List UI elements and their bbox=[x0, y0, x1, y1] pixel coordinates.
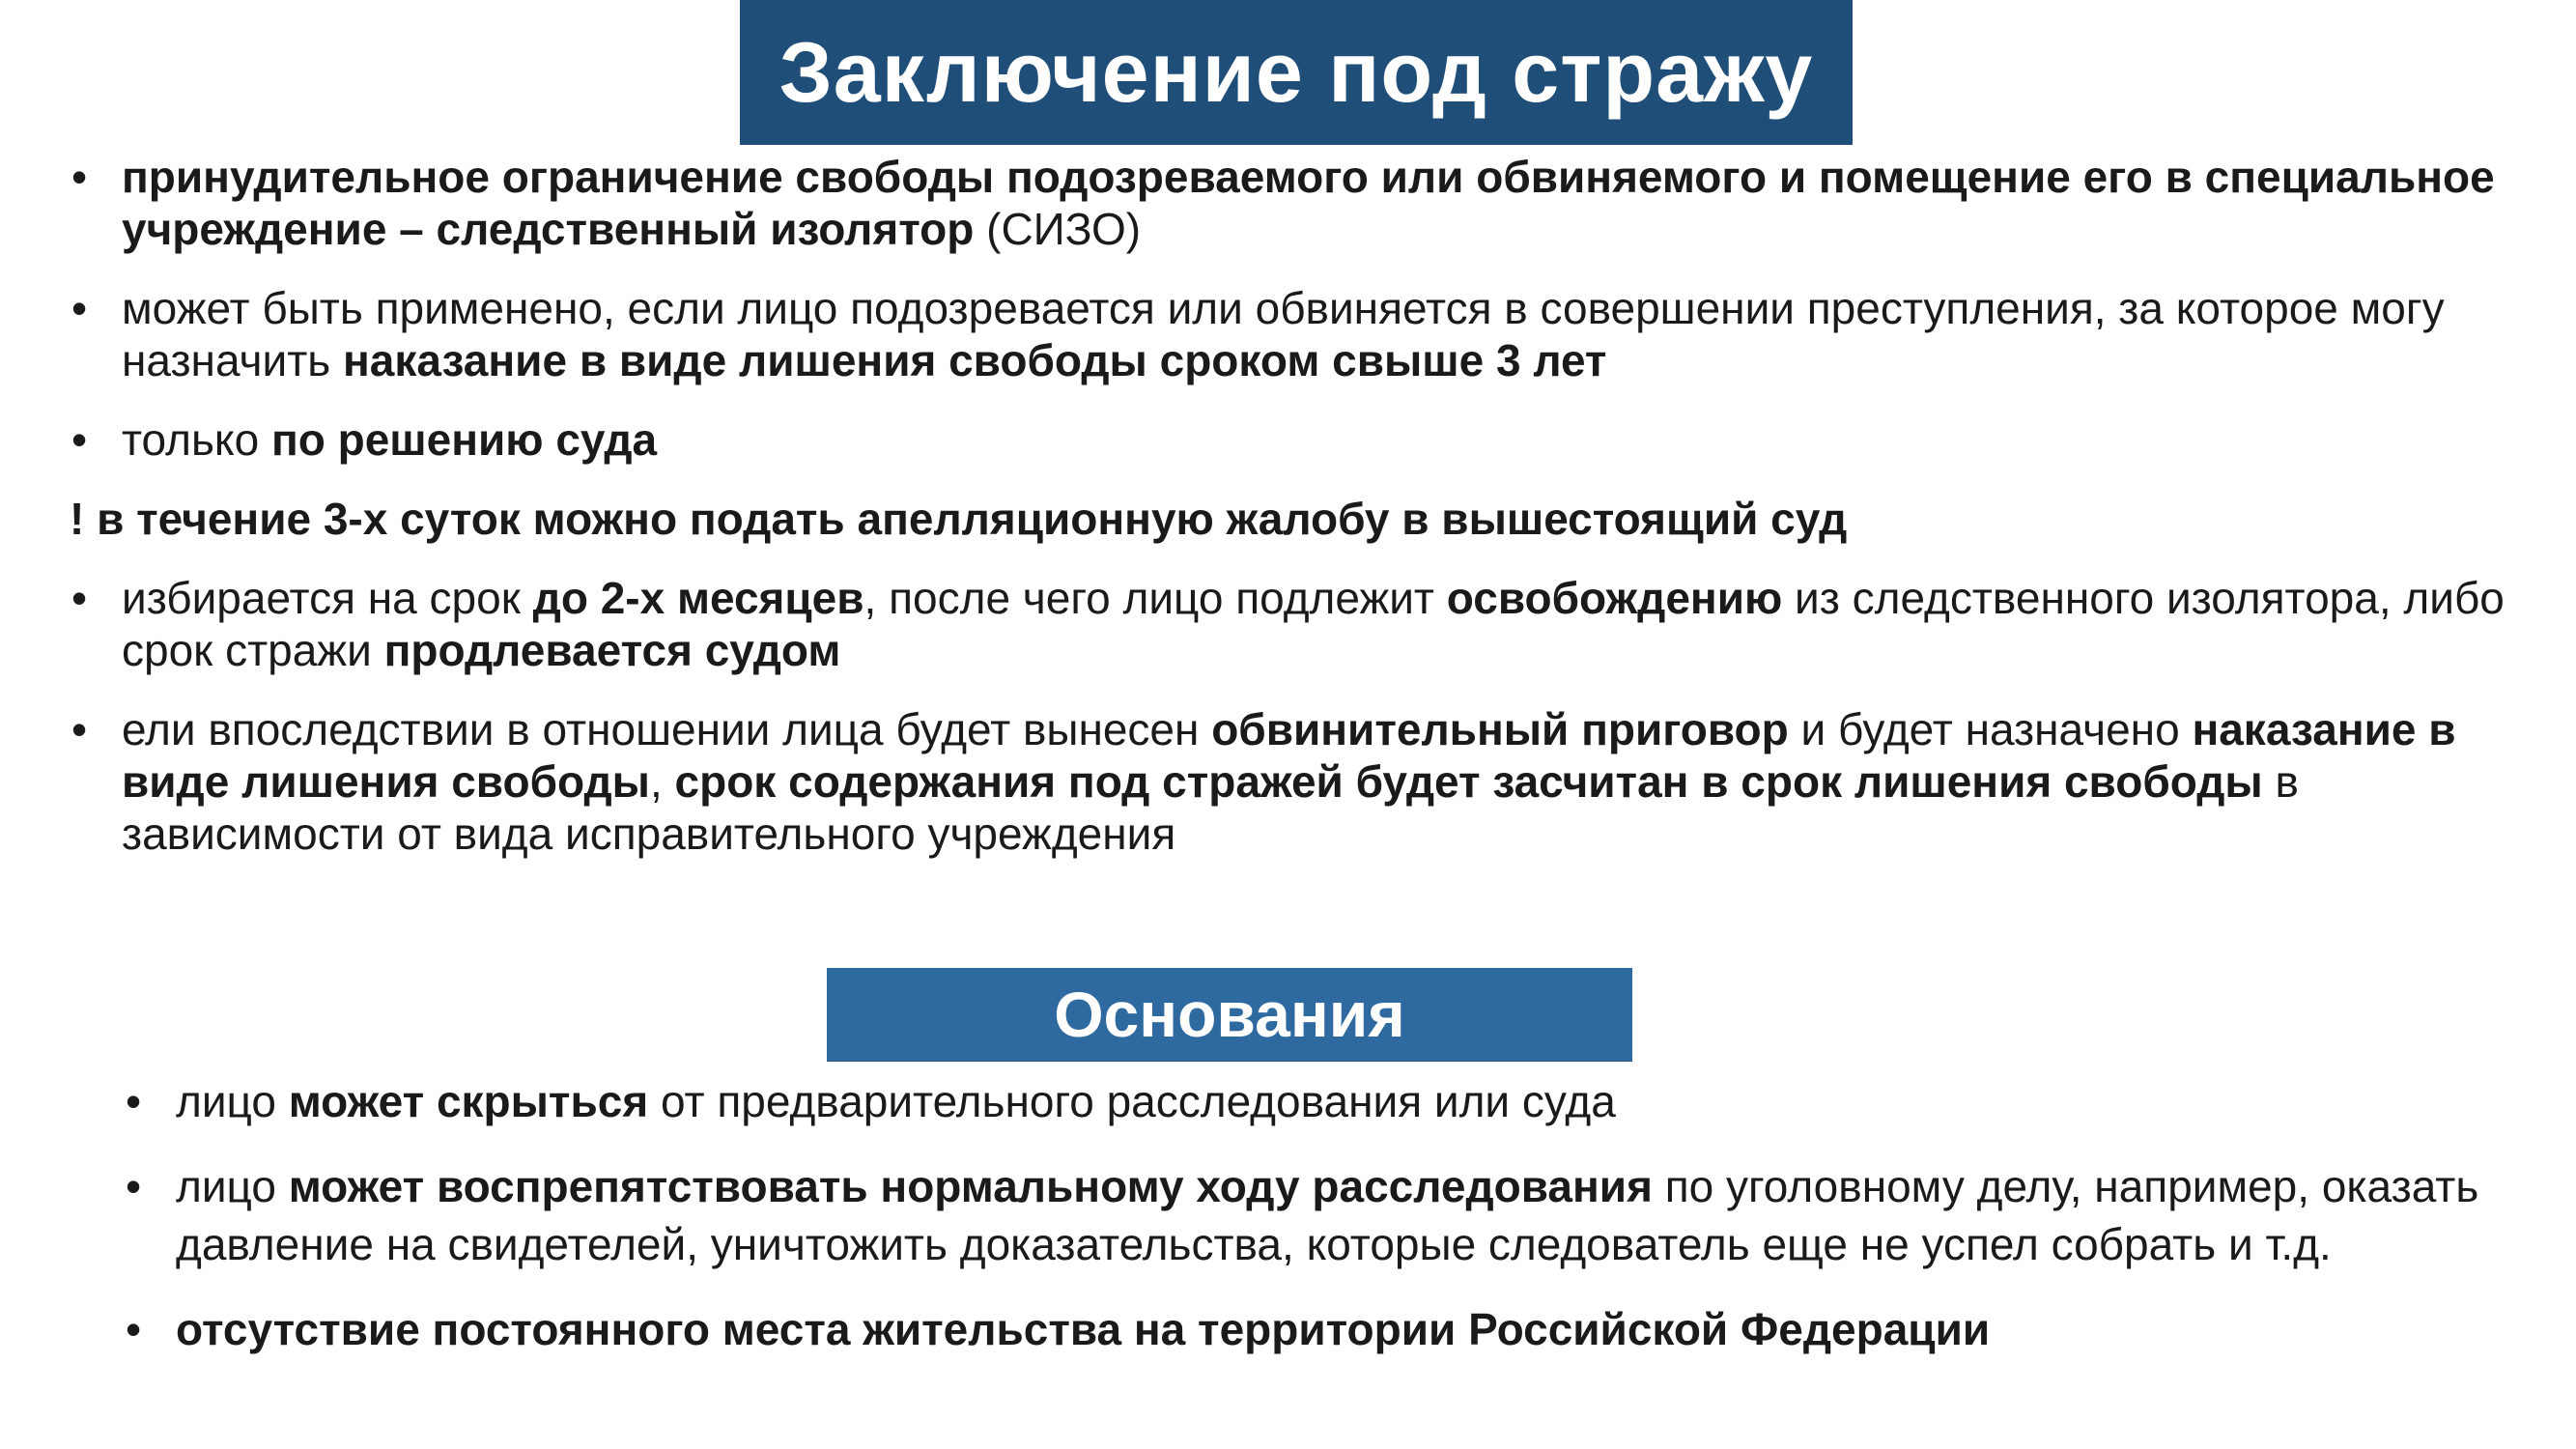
list-item bbox=[124, 1072, 2500, 1130]
appeal-note bbox=[70, 493, 2523, 545]
list-item bbox=[124, 1300, 2500, 1358]
item-text-bold: принудительное ограничение свободы подозреваемого или обвиняемого и помещение его в специальное учреждение – следственный изолятор bbox=[122, 152, 2495, 254]
item-text-bold: обвинительный приговор bbox=[1211, 704, 1789, 754]
item-text-bold: наказание в виде лишения свободы bbox=[122, 704, 2456, 807]
bullet-icon: • bbox=[71, 283, 88, 333]
item-text: от предварительного расследования или суда bbox=[648, 1076, 1616, 1126]
list-item bbox=[70, 151, 2523, 255]
item-text-bold: наказание в виде лишения свободы сроком свыше 3 лет bbox=[343, 335, 1607, 385]
item-text: , после чего лицо подлежит bbox=[863, 573, 1447, 623]
item-text-bold: продлевается судом bbox=[383, 625, 841, 675]
section-title: Основания bbox=[1054, 979, 1405, 1050]
bullet-icon: • bbox=[126, 1161, 142, 1211]
bullet-icon: • bbox=[71, 152, 88, 202]
item-text: из следственного изолятора, либо срок стражи bbox=[122, 573, 2505, 675]
bullet-icon: • bbox=[71, 414, 88, 465]
item-text: лицо bbox=[176, 1161, 289, 1211]
item-text-bold: освобождению bbox=[1446, 573, 1783, 623]
item-text: ели впоследствии в отношении лица будет вынесен bbox=[122, 704, 1212, 754]
item-text-bold: может скрыться bbox=[288, 1076, 649, 1126]
grounds-bullet-list bbox=[124, 1072, 2500, 1385]
item-text: может быть применено, если лицо подозревается или обвиняется в совершении преступления, за которое могу назначить bbox=[122, 283, 2445, 385]
list-item bbox=[70, 282, 2523, 386]
item-text: по уголовному делу, например, оказать давление на свидетелей, уничтожить доказательства, которые следователь еще не успел собрать и т.д. bbox=[176, 1161, 2479, 1269]
list-item bbox=[70, 413, 2523, 466]
item-text: и будет назначено bbox=[1788, 704, 2193, 754]
page-title: Заключение под стражу bbox=[778, 24, 1814, 120]
note-text: ! в течение 3-х суток можно подать апелляционную жалобу в вышестоящий суд bbox=[70, 494, 1848, 544]
item-text-bold: отсутствие постоянного места жительства на территории Российской Федерации bbox=[176, 1304, 1991, 1354]
list-item bbox=[70, 572, 2523, 676]
item-text: , bbox=[649, 756, 675, 807]
bullet-icon: • bbox=[126, 1076, 142, 1126]
item-text-bold: по решению суда bbox=[270, 414, 658, 465]
item-text-bold: срок содержания под стражей будет засчитан в срок лишения свободы bbox=[674, 756, 2263, 807]
item-text: лицо bbox=[176, 1076, 289, 1126]
item-text: избирается на срок bbox=[122, 573, 533, 623]
bullet-icon: • bbox=[71, 573, 88, 623]
section-banner bbox=[827, 968, 1632, 1061]
title-banner bbox=[740, 0, 1853, 145]
list-item bbox=[124, 1157, 2500, 1273]
list-item bbox=[70, 703, 2523, 860]
item-text-bold: может воспрепятствовать нормальному ходу расследования bbox=[288, 1161, 1653, 1211]
bullet-icon: • bbox=[71, 704, 88, 754]
item-text: в зависимости от вида исправительного учреждения bbox=[122, 756, 2299, 859]
item-text: (СИЗО) bbox=[974, 204, 1142, 254]
bullet-icon: • bbox=[126, 1304, 142, 1354]
item-text: только bbox=[122, 414, 271, 465]
main-bullet-list bbox=[70, 151, 2523, 887]
item-text-bold: до 2-х месяцев bbox=[532, 573, 864, 623]
